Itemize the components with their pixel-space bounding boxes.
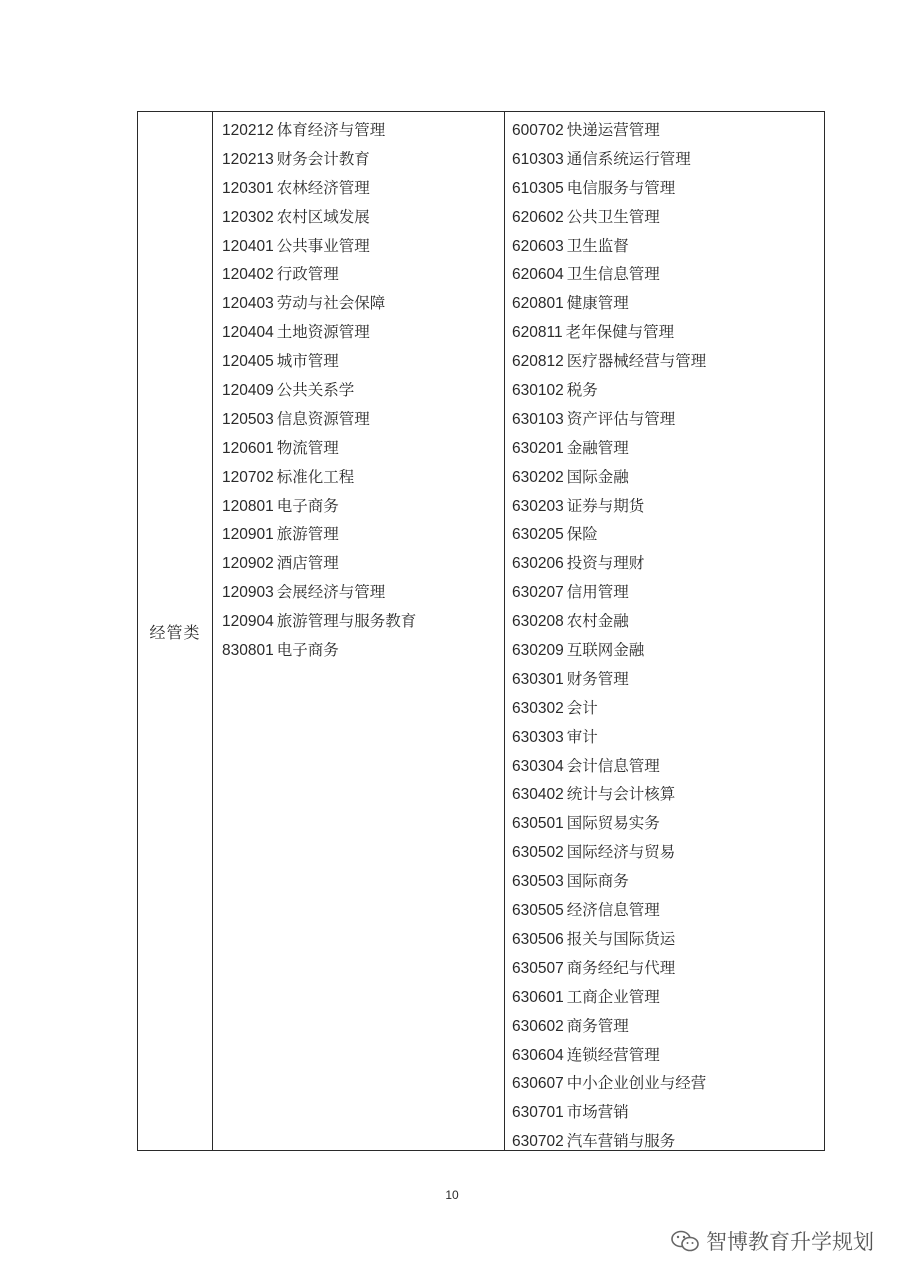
major-code: 630301 [512, 670, 564, 688]
major-code: 630207 [512, 584, 564, 602]
major-code: 620801 [512, 295, 564, 313]
major-code: 630303 [512, 728, 564, 746]
major-name: 经济信息管理 [566, 901, 660, 920]
major-name: 土地资源管理 [276, 323, 370, 342]
major-row [512, 983, 824, 1012]
major-name: 老年保健与管理 [565, 323, 675, 342]
major-name: 旅游管理与服务教育 [276, 612, 417, 631]
major-row [512, 203, 824, 232]
major-name: 电子商务 [276, 641, 339, 660]
major-name: 公共关系学 [276, 381, 355, 400]
major-row [222, 116, 504, 145]
major-row [512, 232, 824, 261]
major-name: 保险 [566, 525, 598, 544]
major-code: 610303 [512, 150, 564, 168]
major-row [222, 232, 504, 261]
major-name: 信用管理 [566, 583, 629, 602]
major-name: 市场营销 [566, 1103, 629, 1122]
major-code: 630604 [512, 1046, 564, 1064]
major-code: 630503 [512, 873, 564, 891]
major-name: 金融管理 [566, 438, 629, 457]
major-code: 630501 [512, 815, 564, 833]
major-row [512, 492, 824, 521]
major-row [222, 174, 504, 203]
major-code: 630607 [512, 1075, 564, 1093]
major-code: 630506 [512, 930, 564, 948]
major-row [512, 174, 824, 203]
major-name: 快递运营管理 [566, 121, 660, 139]
major-row [512, 549, 824, 578]
major-code: 630202 [512, 468, 564, 486]
major-code: 630205 [512, 526, 564, 544]
major-name: 证券与期货 [566, 496, 645, 515]
major-row [222, 260, 504, 289]
major-code: 120601 [222, 439, 274, 457]
major-name: 行政管理 [276, 265, 339, 284]
major-name: 公共卫生管理 [566, 207, 660, 226]
major-name: 农林经济管理 [276, 178, 370, 197]
major-name: 会计 [566, 698, 598, 717]
major-name: 国际经济与贸易 [566, 843, 676, 862]
major-code: 630302 [512, 699, 564, 717]
major-row [512, 1098, 824, 1127]
major-code: 120903 [222, 584, 274, 602]
major-code: 830801 [222, 642, 274, 660]
major-code: 120213 [222, 150, 274, 168]
major-name: 健康管理 [566, 294, 629, 313]
major-code: 630602 [512, 1017, 564, 1035]
major-row [222, 549, 504, 578]
major-code: 630502 [512, 844, 564, 862]
major-code: 120409 [222, 382, 274, 400]
right-column [505, 112, 824, 1150]
major-code: 120402 [222, 266, 274, 284]
major-name: 审计 [566, 727, 598, 746]
major-code: 630701 [512, 1104, 564, 1122]
middle-column [213, 112, 505, 1150]
major-table [137, 111, 825, 1151]
major-row [222, 434, 504, 463]
major-row [512, 838, 824, 867]
major-row [222, 520, 504, 549]
major-row [222, 636, 504, 665]
major-name: 卫生信息管理 [566, 265, 660, 284]
major-name: 农村金融 [566, 612, 629, 631]
watermark [670, 1226, 874, 1256]
major-code: 630209 [512, 642, 564, 660]
major-code: 630102 [512, 382, 564, 400]
major-code: 600702 [512, 122, 564, 139]
major-name: 电信服务与管理 [566, 178, 676, 197]
major-code: 120401 [222, 237, 274, 255]
major-row [512, 347, 824, 376]
major-row [512, 1041, 824, 1070]
major-name: 税务 [566, 381, 598, 400]
major-row [512, 954, 824, 983]
major-code: 630203 [512, 497, 564, 515]
major-name: 体育经济与管理 [276, 121, 386, 139]
major-row [512, 1127, 824, 1156]
major-name: 连锁经营管理 [566, 1045, 660, 1064]
major-row [512, 694, 824, 723]
major-name: 财务管理 [566, 669, 629, 688]
major-row [222, 145, 504, 174]
major-code: 120503 [222, 410, 274, 428]
major-row [222, 492, 504, 521]
major-row [222, 578, 504, 607]
major-row [512, 376, 824, 405]
major-code: 630201 [512, 439, 564, 457]
major-name: 国际金融 [566, 467, 629, 486]
major-code: 630505 [512, 902, 564, 920]
major-code: 630304 [512, 757, 564, 775]
major-code: 620604 [512, 266, 564, 284]
major-row [222, 405, 504, 434]
major-name: 酒店管理 [276, 554, 339, 573]
major-name: 医疗器械经营与管理 [566, 352, 707, 371]
major-row [512, 520, 824, 549]
page-number: 10 [445, 1188, 459, 1202]
major-name: 中小企业创业与经营 [566, 1074, 707, 1093]
major-code: 120404 [222, 324, 274, 342]
major-row [512, 434, 824, 463]
major-name: 公共事业管理 [276, 236, 370, 255]
major-code: 630601 [512, 988, 564, 1006]
major-name: 电子商务 [276, 496, 339, 515]
major-name: 商务管理 [566, 1016, 629, 1035]
major-row [222, 203, 504, 232]
major-row [512, 1012, 824, 1041]
major-code: 630402 [512, 786, 564, 804]
major-name: 国际商务 [566, 872, 629, 891]
major-name: 统计与会计核算 [566, 785, 676, 804]
major-name: 劳动与社会保障 [276, 294, 386, 313]
major-row [512, 925, 824, 954]
major-name: 资产评估与管理 [566, 409, 676, 428]
major-row [512, 752, 824, 781]
major-code: 120301 [222, 179, 274, 197]
major-row [222, 463, 504, 492]
major-row [512, 896, 824, 925]
major-row [512, 665, 824, 694]
watermark-text: 智博教育升学规划 [706, 1230, 874, 1254]
major-name: 通信系统运行管理 [566, 149, 691, 168]
major-code: 620602 [512, 208, 564, 226]
major-row [222, 347, 504, 376]
category-cell [138, 112, 213, 1150]
major-name: 投资与理财 [566, 554, 645, 573]
major-name: 汽车营销与服务 [566, 1132, 676, 1151]
major-name: 城市管理 [276, 352, 339, 371]
major-name: 会计信息管理 [566, 756, 660, 775]
major-code: 120403 [222, 295, 274, 313]
major-name: 报关与国际货运 [566, 929, 676, 948]
major-name: 商务经纪与代理 [566, 958, 676, 977]
major-row [512, 1069, 824, 1098]
major-name: 旅游管理 [276, 525, 339, 544]
major-row [512, 867, 824, 896]
major-name: 卫生监督 [566, 236, 629, 255]
major-code: 120702 [222, 468, 274, 486]
major-row [512, 116, 824, 145]
wechat-icon [670, 1229, 700, 1253]
major-row [222, 318, 504, 347]
major-name: 物流管理 [276, 438, 339, 457]
major-row [512, 607, 824, 636]
major-code: 620811 [512, 324, 563, 342]
major-row [512, 318, 824, 347]
major-code: 630206 [512, 555, 564, 573]
major-code: 120212 [222, 122, 274, 139]
major-row [512, 636, 824, 665]
major-name: 财务会计教育 [276, 149, 370, 168]
major-row [512, 723, 824, 752]
major-row [512, 780, 824, 809]
major-row [512, 405, 824, 434]
major-name: 标准化工程 [276, 467, 355, 486]
category-label: 经管类 [149, 622, 201, 642]
major-name: 互联网金融 [566, 641, 645, 660]
major-code: 630103 [512, 410, 564, 428]
major-row [512, 289, 824, 318]
major-code: 120405 [222, 353, 274, 371]
major-row [512, 463, 824, 492]
major-code: 120302 [222, 208, 274, 226]
major-name: 信息资源管理 [276, 409, 370, 428]
major-name: 工商企业管理 [566, 987, 660, 1006]
major-row [222, 289, 504, 318]
major-code: 120902 [222, 555, 274, 573]
major-code: 120901 [222, 526, 274, 544]
major-row [222, 376, 504, 405]
major-name: 会展经济与管理 [276, 583, 386, 602]
major-code: 630208 [512, 613, 564, 631]
major-code: 610305 [512, 179, 564, 197]
major-code: 630702 [512, 1133, 564, 1151]
major-code: 120801 [222, 497, 274, 515]
major-name: 农村区域发展 [276, 207, 370, 226]
major-row [512, 145, 824, 174]
major-row [512, 260, 824, 289]
major-row [222, 607, 504, 636]
major-code: 120904 [222, 613, 274, 631]
major-code: 630507 [512, 959, 564, 977]
major-row [512, 578, 824, 607]
major-name: 国际贸易实务 [566, 814, 660, 833]
major-code: 620603 [512, 237, 564, 255]
major-code: 620812 [512, 353, 564, 371]
major-row [512, 809, 824, 838]
